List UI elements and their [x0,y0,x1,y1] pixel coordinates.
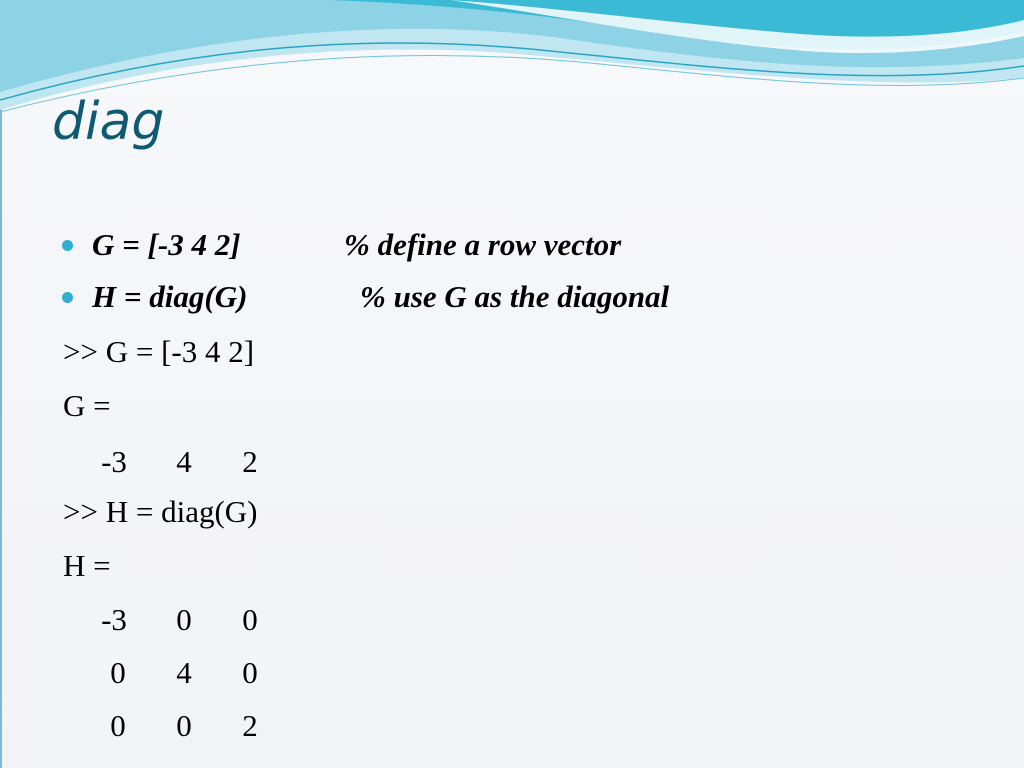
matrix-cell: 0 [110,708,126,743]
bullet-code: H = diag(G) [92,279,248,314]
matrix-row [0,440,320,484]
slide-title: diag [52,92,165,152]
console-command-g: >> G = [-3 4 2] [63,334,255,369]
matrix-cell: 0 [176,708,192,743]
matrix-row [0,704,320,748]
bullet-dot-icon [62,292,73,303]
console-output-label-g: G = [63,388,111,423]
matrix-row [0,651,320,695]
matrix-cell: 0 [110,655,126,690]
bullet-comment: % define a row vector [344,227,622,262]
bullet-item-diag-h [62,275,670,319]
bullet-item-define-g [62,223,622,267]
matrix-cell: 4 [176,444,192,479]
matrix-cell: 0 [242,655,258,690]
console-output-label-h: H = [63,548,111,583]
matrix-cell: -3 [101,444,127,479]
bullet-comment: % use G as the diagonal [360,279,670,314]
matrix-row [0,598,320,642]
matrix-cell: 2 [242,708,258,743]
matrix-cell: 0 [242,602,258,637]
console-command-h: >> H = diag(G) [63,494,258,529]
matrix-cell: -3 [101,602,127,637]
bullet-dot-icon [62,240,73,251]
matrix-cell: 4 [176,655,192,690]
matrix-cell: 0 [176,602,192,637]
bullet-code: G = [-3 4 2] [92,227,241,262]
matrix-cell: 2 [242,444,258,479]
